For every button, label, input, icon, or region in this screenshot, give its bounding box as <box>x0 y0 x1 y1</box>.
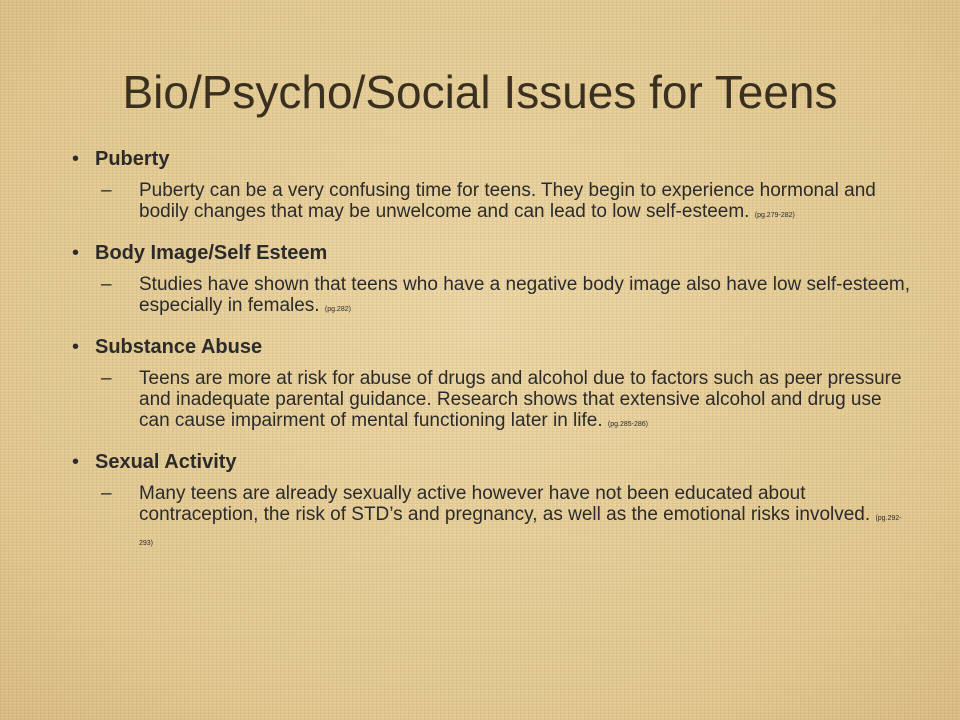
sub-bullet-substance-abuse <box>72 368 912 435</box>
sub-bullet-text: Many teens are already sexually active however have not been educated about contraception, the risk of STD’s and pregnancy, as well as the emotional risks involved. <box>139 483 871 525</box>
bullet-body-image <box>72 240 912 266</box>
bullet-heading: Sexual Activity <box>95 451 237 473</box>
sub-bullet-text: Teens are more at risk for abuse of drugs and alcohol due to factors such as peer pressure and inadequate parental guidance. Research shows that extensive alcohol and drug use can cause impairment of mental functioning later in life. <box>139 368 902 431</box>
page-citation: (pg.292-293) <box>139 515 902 547</box>
bullet-puberty <box>72 146 912 172</box>
bullet-substance-abuse <box>72 334 912 360</box>
page-citation: (pg.279-282) <box>754 212 795 219</box>
bullet-heading: Body Image/Self Esteem <box>95 242 328 264</box>
sub-bullet-text: Studies have shown that teens who have a negative body image also have low self-esteem, especially in females. <box>139 274 911 316</box>
bullet-heading: Substance Abuse <box>95 336 263 358</box>
sub-bullet-puberty <box>72 180 912 226</box>
slide-title: Bio/Psycho/Social Issues for Teens <box>122 66 838 118</box>
slide-content <box>72 146 912 568</box>
sub-bullet-text: Puberty can be a very confusing time for teens. They begin to experience hormonal and bodily changes that may be unwelcome and can lead to low self-esteem. <box>139 180 876 222</box>
page-citation: (pg.285-286) <box>607 421 649 428</box>
sub-bullet-body-image <box>72 274 912 320</box>
sub-bullet-sexual-activity <box>72 483 912 554</box>
page-citation: (pg.282) <box>324 306 351 313</box>
bullet-heading: Puberty <box>95 148 170 170</box>
bullet-sexual-activity <box>72 449 912 475</box>
